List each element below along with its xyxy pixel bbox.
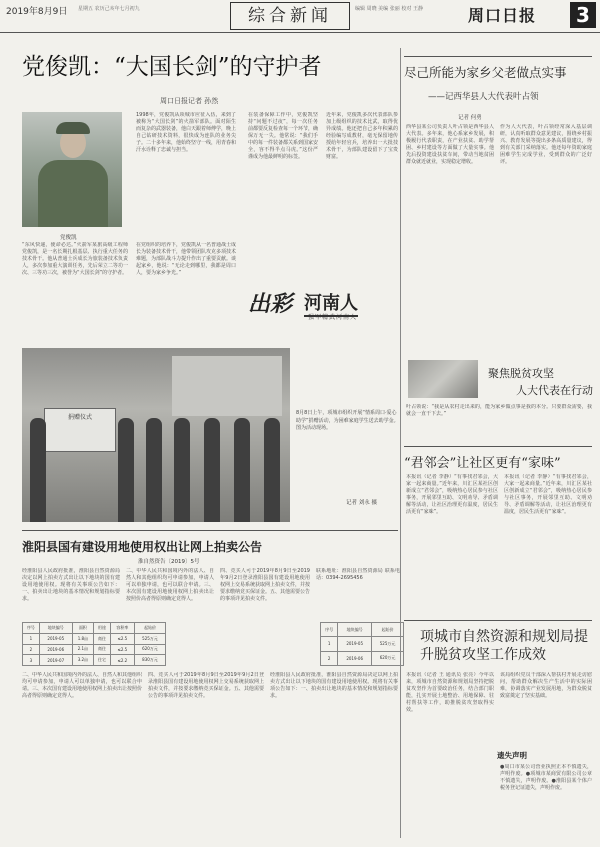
auction-col4: 联系地址：淮阳县自然资源局 联系电话：0394-2695456 bbox=[316, 568, 400, 581]
table-header-cell: 起始价 bbox=[134, 623, 165, 634]
main-col1: “东风快递，使命必达。”火箭军某旅高级工程师党俊凯，是一名长期扎根基层、执行重大任务的技术骨干。他从普通士兵成长为旅装备技术负责人，多次参加重大演训任务，先后荣立二等功一次、三等功三次，被誉为“大国长剑”的守护者。 bbox=[22, 242, 128, 276]
table-cell: 525万元 bbox=[134, 633, 165, 644]
section-title: 综合新闻 bbox=[230, 2, 350, 30]
auction-col3: 四、竞买人可于2019年8月9日至2019年9月2日登录淮阳县国有建设用地使用权网上交易系统获取网上拍卖文件，并按要求缴纳竞买保证金。五、其他需要公告的事项详见拍卖文件。 bbox=[220, 568, 310, 602]
table-header-cell: 地块编号 bbox=[338, 623, 372, 637]
notice-headline: 遗失声明 bbox=[497, 751, 527, 760]
table-row bbox=[321, 651, 404, 665]
chucai-banner bbox=[248, 283, 398, 321]
table-row bbox=[23, 633, 166, 644]
right-low-col2: 该局组织党员干部深入帮扶村开展走访慰问，帮助群众解决生产生活中的实际困难，协调落实产业发展用地，为群众脱贫致富奠定了坚实基础。 bbox=[500, 672, 592, 699]
auction-col2: 二、中华人民共和国境内外的法人、自然人和其他组织均可申请参加，申请人可以单独申请，也可以联合申请。三、本次国有建设用地使用权网上拍卖出让按照价高者得原则确定竞得人。 bbox=[126, 568, 214, 602]
main-byline: 周口日报记者 孙然 bbox=[160, 97, 219, 105]
photo-story-caption bbox=[296, 410, 400, 510]
section-rule bbox=[22, 530, 398, 531]
table-cell: 2 bbox=[321, 651, 338, 665]
right-mid-headline: “君邻会”让社区更有“家味” bbox=[404, 456, 561, 471]
table-cell: 1 bbox=[321, 637, 338, 651]
right-top-author: 记者 何勇 bbox=[458, 115, 482, 121]
table-row bbox=[23, 644, 166, 655]
table-header-row bbox=[23, 623, 166, 634]
editor-info: 编辑 周晓 美编 张丽 校对 王静 bbox=[355, 6, 423, 12]
column-divider bbox=[400, 48, 401, 838]
right-top-headline: 尽己所能为家乡父老做点实事 bbox=[404, 65, 567, 80]
table-header-cell: 序号 bbox=[321, 623, 338, 637]
soldier-photo bbox=[22, 112, 122, 227]
banner-subtitle: 强军精武河南人 bbox=[308, 314, 358, 321]
table-cell: 3 bbox=[23, 655, 40, 666]
photo-caption: 党俊凯 bbox=[60, 235, 77, 241]
table-cell: 830万元 bbox=[134, 655, 165, 666]
poverty-campaign-banner bbox=[408, 360, 593, 398]
table-cell: ≤2.5 bbox=[110, 633, 134, 644]
table-cell: 2019-05 bbox=[39, 633, 72, 644]
campaign-image bbox=[408, 360, 478, 398]
page-number: 3 bbox=[570, 2, 596, 28]
right-low-headline: 项城市自然资源和规划局提升脱贫攻坚工作成效 bbox=[420, 629, 588, 663]
campaign-title-1: 聚焦脱贫攻坚 bbox=[488, 367, 554, 380]
right-mid-col2: 本报讯（记者 李静）“有事找君邻会，大家一起来商量。”近年来，川汇区某社区创新成立“君邻会”，吸纳热心居民参与社区事务，开展邻里互助、文明劝导、矛盾调解等活动，让社区治理更有温度，居民生活更有“家味”。 bbox=[504, 474, 592, 515]
right-top-subhead: ——记西华县人大代表叶占领 bbox=[428, 92, 539, 102]
right-mid-rule bbox=[404, 446, 592, 447]
stage-backdrop bbox=[172, 356, 282, 416]
main-col5: 近年来，党俊凯多次代表部队参加上级组织的技术比武，取得优异成绩。他还把自己多年积累的经验编写成教材，毫无保留地传授给年轻官兵，培养出一大批技术骨干，为部队建设留下了宝贵财富。 bbox=[326, 112, 398, 160]
table-cell: 2019-06 bbox=[39, 644, 72, 655]
table-cell: 商住 bbox=[93, 644, 110, 655]
donation-event-photo bbox=[22, 348, 290, 522]
person-figure bbox=[118, 418, 134, 522]
table-cell: ≤2.2 bbox=[110, 655, 134, 666]
main-col3: 在党组织的培养下，党俊凯从一名普通战士成长为装备技术骨干，他带领团队攻克多项技术难题，为部队战斗力提升作出了重要贡献。谈起家乡，他说：“无论走到哪里，我都是周口人，要为家乡争光。” bbox=[136, 242, 236, 276]
table-cell: 2019-07 bbox=[39, 655, 72, 666]
auction-table-2 bbox=[320, 622, 404, 666]
newspaper-logo: 周口日报 bbox=[468, 6, 537, 25]
right-mid-col1: 本报讯（记者 李静）“有事找君邻会，大家一起来商量。”近年来，川汇区某社区创新成立“君邻会”，吸纳热心居民参与社区事务，开展邻里互助、文明劝导、矛盾调解等活动，让社区治理更有温度，居民生活更有“家味”。 bbox=[406, 474, 498, 515]
table-cell: 1.8亩 bbox=[72, 633, 93, 644]
main-headline: 党俊凯：“大国长剑”的守护者 bbox=[22, 54, 322, 80]
right-top-col1: 西华县某公司负责人叶占领是西华县人大代表。多年来，他心系家乡发展，积极履行代表职责，在产业扶贫、助学帮困、乡村建设等方面做了大量实事。他先后投资建设扶贫车间，带动当地贫困群众就近就业，实现稳定增收。 bbox=[406, 124, 494, 165]
table-cell: ≤2.5 bbox=[110, 644, 134, 655]
person-figure bbox=[204, 418, 220, 522]
person-figure bbox=[30, 418, 46, 522]
right-top-rule bbox=[404, 56, 592, 57]
main-col4: 在装备保障工作中，党俊凯坚持“问题不过夜”，每一次任务前都要反复检查每一个环节，确保万无一失。他常说：“我们手中的每一件装备都关系到国家安全，容不得半点马虎。”这份严谨成为他最鲜明的标签。 bbox=[248, 112, 318, 160]
issue-date-sub: 星期五 农历己亥年七月初九 bbox=[78, 6, 140, 12]
auction-col1: 经淮阳县人民政府批准，淮阳县自然资源局决定以网上拍卖方式出让以下地块的国有建设用地使用权。现将有关事项公告如下：一、拍卖出让地块的基本情况和规划指标要求。 bbox=[22, 568, 120, 602]
table-header-cell: 容积率 bbox=[110, 623, 134, 634]
right-top-col3: 叶占领说：“我是从农村走出来的，能为家乡做点事是我的本分。只要群众需要，我就会一直干下去。” bbox=[406, 404, 592, 417]
table-row bbox=[23, 655, 166, 666]
auction-table bbox=[22, 622, 166, 666]
table-header-row bbox=[321, 623, 404, 637]
auction-col7: 经淮阳县人民政府批准，淮阳县自然资源局决定以网上拍卖方式出让以下地块的国有建设用地使用权。现将有关事项公告如下：一、拍卖出让地块的基本情况和规划指标要求。 bbox=[270, 672, 398, 699]
table-cell: 1 bbox=[23, 633, 40, 644]
donation-board-text: 捐赠仪式 bbox=[67, 414, 92, 421]
soldier-cap bbox=[56, 122, 90, 134]
table-cell: 525万元 bbox=[372, 637, 404, 651]
table-row bbox=[321, 637, 404, 651]
photo-story-author: 记者 刘永 摄 bbox=[346, 500, 377, 506]
right-low-rule bbox=[404, 620, 592, 621]
person-figure bbox=[234, 418, 250, 522]
auction-headline: 淮阳县国有建设用地使用权出让网上拍卖公告 bbox=[22, 540, 263, 554]
banner-chucai: 出彩 bbox=[248, 291, 293, 317]
table-cell: 2019-06 bbox=[338, 651, 372, 665]
table-header-cell: 序号 bbox=[23, 623, 40, 634]
table-header-cell: 起始价 bbox=[372, 623, 404, 637]
table-header-cell: 用途 bbox=[93, 623, 110, 634]
table-cell: 620万元 bbox=[372, 651, 404, 665]
auction-col6: 四、竞买人可于2019年8月9日至2019年9月2日登录淮阳县国有建设用地使用权网上交易系统获取网上拍卖文件，并按要求缴纳竞买保证金。五、其他需要公告的事项详见拍卖文件。 bbox=[148, 672, 264, 699]
table-cell: 620万元 bbox=[134, 644, 165, 655]
table-cell: 2 bbox=[23, 644, 40, 655]
auction-col5: 二、中华人民共和国境内外的法人、自然人和其他组织均可申请参加，申请人可以单独申请，也可以联合申请。三、本次国有建设用地使用权网上拍卖出让按照价高者得原则确定竞得人。 bbox=[22, 672, 142, 699]
right-top-col2: 作为人大代表，叶占领经常深入基层调研，认真听取群众意见建议，围绕乡村振兴、教育发展等提出多条高质量建议，得到有关部门采纳落实。他还每年资助家庭困难学生完成学业，受到群众的广泛好评。 bbox=[500, 124, 592, 165]
donation-board bbox=[44, 408, 116, 452]
table-cell: 商住 bbox=[93, 633, 110, 644]
page-header bbox=[0, 0, 600, 33]
campaign-title-2: 人大代表在行动 bbox=[516, 384, 593, 397]
main-col2: 1998年，党俊凯从项城市应征入伍，来到了被称为“大国长剑”的火箭军部队。面对陌生而复杂的武器装备，他白天跟着师傅学，晚上自己钻研技术资料，很快成为连队的业务尖子。二十多年来，他始终坚守一线，用青春和汗水诠释了忠诚与担当。 bbox=[136, 112, 236, 153]
person-figure bbox=[146, 418, 162, 522]
table-header-cell: 地块编号 bbox=[39, 623, 72, 634]
table-cell: 3.2亩 bbox=[72, 655, 93, 666]
auction-number: 淮自然资告〔2019〕5号 bbox=[138, 559, 200, 565]
table-cell: 住宅 bbox=[93, 655, 110, 666]
issue-date: 2019年8月9日 bbox=[6, 7, 68, 17]
table-cell: 2019-05 bbox=[338, 637, 372, 651]
banner-henanren: 河南人 bbox=[304, 289, 358, 317]
table-header-cell: 面积 bbox=[72, 623, 93, 634]
photo-story-caption-text: 8月8日上午，项城市组织开展“情系周口·爱心助学”捐赠活动，为困难家庭学生送去助学金。图为活动现场。 bbox=[296, 410, 399, 431]
right-low-col1: 本报讯（记者 王 通讯员 张亮）今年以来，项城市自然资源和规划局坚持把脱贫攻坚作为首要政治任务，结合部门职能，扎实开展土地整治、用地保障、驻村帮扶等工作，助推脱贫攻坚取得实效。 bbox=[406, 672, 494, 713]
table-cell: 2.1亩 bbox=[72, 644, 93, 655]
soldier-body bbox=[38, 160, 108, 227]
person-figure bbox=[174, 418, 190, 522]
person-figure bbox=[264, 418, 280, 522]
notice-body: ●周口市某公司营业执照正本不慎遗失，声明作废。●项城市某商贸有限公司公章不慎遗失，声明作废。●淮阳县某个体户税务登记证遗失，声明作废。 bbox=[500, 764, 592, 791]
